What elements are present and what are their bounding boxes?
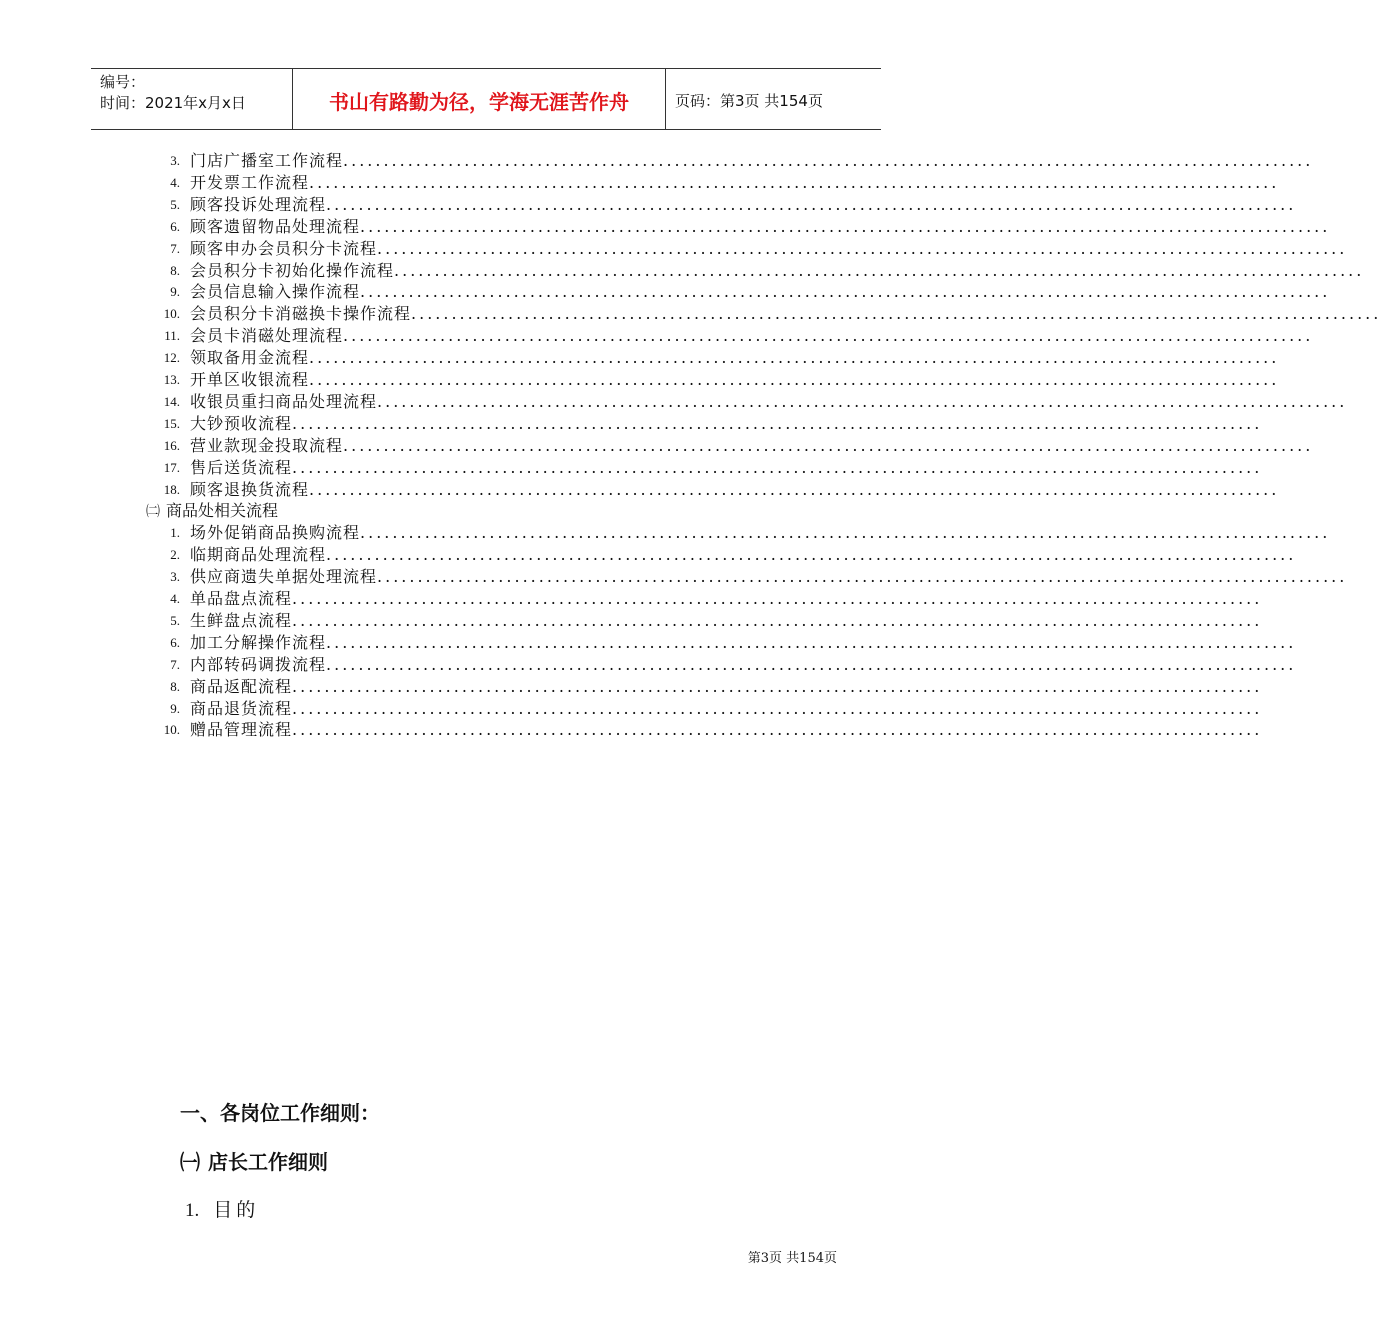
- toc-entry-number: 2.: [170, 547, 180, 563]
- list-item-number: 1.: [185, 1200, 200, 1221]
- toc-entry-title: 会员积分卡消磁换卡操作流程........................................................................................................................: [190, 304, 1381, 324]
- toc-entry-title: 开发票工作流程........................................................................................................................: [190, 172, 1280, 192]
- toc-leader-dots: ........................................................................................................................: [292, 720, 1263, 740]
- toc-leader-dots: ........................................................................................................................: [292, 698, 1263, 718]
- toc-entry-number: 11.: [164, 328, 180, 344]
- toc-entry-number: 9.: [170, 700, 180, 716]
- toc-entry-number: 4.: [170, 591, 180, 606]
- toc-leader-dots: ........................................................................................................................: [343, 151, 1314, 170]
- toc-entry-title: 单品盘点流程........................................................................................................................: [190, 589, 1263, 608]
- toc-entry-number: 5.: [170, 612, 180, 628]
- toc-entry-number: 10.: [163, 722, 180, 738]
- toc-entry-title: 门店广播室工作流程........................................................................................................................: [190, 151, 1314, 170]
- toc-entry-title: 顾客投诉处理流程........................................................................................................................: [190, 194, 1297, 214]
- toc-entry-title: 顾客遗留物品处理流程........................................................................................................................: [190, 216, 1331, 236]
- toc-entry-title: 生鲜盘点流程........................................................................................................................: [190, 610, 1263, 630]
- toc-entry-number: 15.: [163, 415, 180, 431]
- toc-leader-dots: ........................................................................................................................: [326, 545, 1297, 565]
- toc-entry-number: 7.: [170, 240, 180, 256]
- toc-entry-title: 场外促销商品换购流程........................................................................................................................: [190, 523, 1331, 543]
- header-meta-cell: [91, 69, 293, 129]
- toc-entry-title: 会员信息输入操作流程........................................................................................................................: [190, 282, 1331, 302]
- toc-leader-dots: ........................................................................................................................: [292, 457, 1263, 477]
- toc-entry-title: 售后送货流程........................................................................................................................: [190, 457, 1263, 477]
- toc-entry-number: 17.: [163, 459, 180, 475]
- toc-entry-number: 3.: [170, 569, 180, 585]
- toc-entry-number: 14.: [163, 393, 180, 409]
- toc-leader-dots: ........................................................................................................................: [377, 238, 1348, 258]
- header-motto: 书山有路勤为径，学海无涯苦作舟: [329, 90, 629, 114]
- toc-entry-title: 供应商遗失单据处理流程........................................................................................................................: [190, 567, 1348, 587]
- toc-leader-dots: ........................................................................................................................: [411, 304, 1381, 324]
- toc-entry-title: 领取备用金流程........................................................................................................................: [190, 348, 1280, 368]
- toc-section-heading[interactable]: [146, 500, 278, 522]
- list-item-text: 目的: [213, 1199, 260, 1221]
- toc-entry-title: 赠品管理流程........................................................................................................................: [190, 720, 1263, 740]
- toc-entry-number: 18.: [163, 481, 180, 497]
- toc-entry-number: 7.: [170, 656, 180, 672]
- toc-leader-dots: ........................................................................................................................: [292, 413, 1263, 433]
- toc-leader-dots: ........................................................................................................................: [343, 326, 1314, 346]
- section-marker: ㈠: [180, 1150, 200, 1174]
- toc-entry-number: 16.: [163, 437, 180, 453]
- list-item: [185, 1195, 259, 1222]
- toc-entry-title: 临期商品处理流程........................................................................................................................: [190, 545, 1297, 565]
- toc-entry-title: 加工分解操作流程........................................................................................................................: [190, 632, 1297, 652]
- toc-entry-title: 会员积分卡初始化操作流程........................................................................................................................: [190, 260, 1365, 280]
- toc-leader-dots: ........................................................................................................................: [309, 172, 1280, 192]
- toc-entry-number: 5.: [170, 196, 180, 212]
- toc-leader-dots: ........................................................................................................................: [326, 632, 1297, 652]
- toc-entry-title: 商品返配流程........................................................................................................................: [190, 676, 1263, 696]
- toc-entry-number: 10.: [163, 306, 180, 322]
- header-page-info: 页码：第3页 共154页: [675, 92, 823, 110]
- toc-entry-title: 开单区收银流程........................................................................................................................: [190, 370, 1280, 389]
- toc-entry-number: 4.: [170, 174, 180, 190]
- toc-entry-number: 8.: [170, 262, 180, 278]
- toc-leader-dots: ........................................................................................................................: [292, 589, 1263, 608]
- toc-leader-dots: ........................................................................................................................: [292, 610, 1263, 630]
- toc-entry-number: 1.: [170, 525, 180, 541]
- toc-leader-dots: ........................................................................................................................: [309, 370, 1280, 389]
- doc-time-label: 时间：2021年x月x日: [100, 94, 246, 112]
- toc-leader-dots: ........................................................................................................................: [309, 348, 1280, 368]
- doc-id-label: 编号：: [100, 73, 146, 91]
- header-page-cell: [666, 69, 881, 129]
- toc-entry-number: 3.: [170, 153, 180, 168]
- toc-leader-dots: ........................................................................................................................: [377, 391, 1348, 411]
- toc-entry-number: 9.: [170, 284, 180, 300]
- toc-leader-dots: ........................................................................................................................: [360, 282, 1331, 302]
- toc-entry-title: 收银员重扫商品处理流程........................................................................................................................: [190, 391, 1348, 411]
- toc-entry-number: 13.: [163, 372, 180, 387]
- toc-leader-dots: ........................................................................................................................: [309, 479, 1280, 499]
- toc-leader-dots: ........................................................................................................................: [394, 260, 1365, 280]
- toc-entry-title: 商品退货流程........................................................................................................................: [190, 698, 1263, 718]
- toc-leader-dots: ........................................................................................................................: [326, 654, 1297, 674]
- section-heading: [180, 1146, 328, 1175]
- header-motto-cell: [293, 69, 666, 129]
- toc-entry-title: 会员卡消磁处理流程........................................................................................................................: [190, 326, 1314, 346]
- toc-leader-dots: ........................................................................................................................: [360, 216, 1331, 236]
- toc-entry-number: 8.: [170, 678, 180, 694]
- toc-leader-dots: ........................................................................................................................: [326, 194, 1297, 214]
- toc-entry-number: 6.: [170, 634, 180, 650]
- toc-leader-dots: ........................................................................................................................: [292, 676, 1263, 696]
- toc-entry-title: 营业款现金投取流程........................................................................................................................: [190, 435, 1314, 455]
- toc-leader-dots: ........................................................................................................................: [343, 435, 1314, 455]
- page-footer: 第3页 共154页: [747, 1251, 837, 1266]
- toc-leader-dots: ........................................................................................................................: [377, 567, 1348, 587]
- chapter-heading: 一、各岗位工作细则：: [180, 1101, 380, 1125]
- page-header: [91, 68, 881, 130]
- toc-section-title: 商品处相关流程: [166, 501, 279, 521]
- toc-entry-title: 顾客退换货流程........................................................................................................................: [190, 479, 1280, 499]
- toc-entry-number: 12.: [163, 350, 180, 366]
- toc-entry-title: 大钞预收流程........................................................................................................................: [190, 413, 1263, 433]
- toc-entry-number: 6.: [170, 218, 180, 234]
- toc-section-marker: ㈡: [146, 504, 160, 521]
- section-title: 店长工作细则: [208, 1150, 328, 1174]
- toc-leader-dots: ........................................................................................................................: [360, 523, 1331, 543]
- toc-entry-title: 内部转码调拨流程........................................................................................................................: [190, 654, 1297, 674]
- toc-entry-title: 顾客申办会员积分卡流程........................................................................................................................: [190, 238, 1348, 258]
